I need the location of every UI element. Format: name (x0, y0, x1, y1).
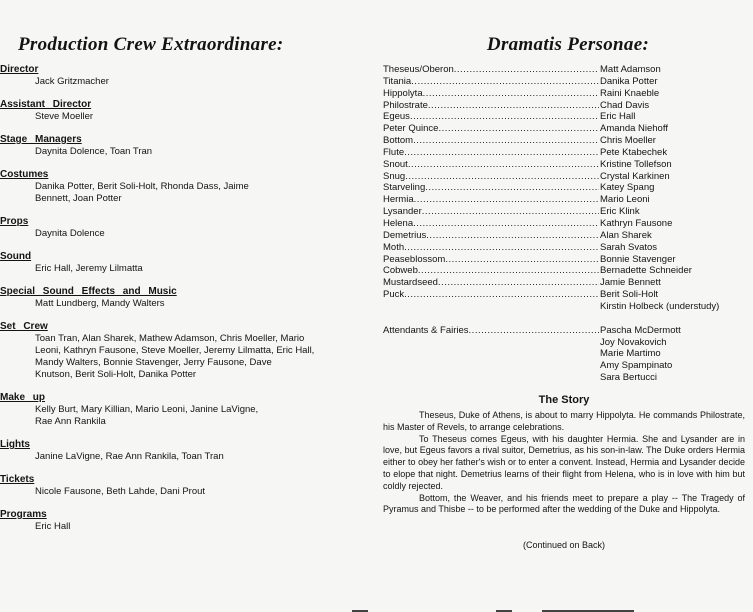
crew-role-heading: Assistant Director (0, 99, 92, 110)
crew-role (0, 321, 345, 381)
crew-role-names: Jack Gritzmacher (35, 76, 109, 87)
character-name: Hippolyta (383, 87, 423, 99)
cast-row (383, 147, 745, 159)
crew-role-heading: Sound (0, 251, 32, 262)
character-name: Titania (383, 75, 412, 87)
crew-role-names: Danika Potter, Berit Soli-Holt, Rhonda Dass, Jaime (35, 181, 249, 192)
actor-name: Bonnie Stavenger (600, 253, 676, 265)
character-name: Hermia (383, 194, 414, 206)
crew-role-heading: Costumes (0, 169, 49, 180)
cast-row (383, 76, 745, 88)
cast-row (383, 242, 745, 254)
leader-dots (413, 135, 599, 147)
leader-dots (414, 194, 599, 206)
cast-row (383, 206, 745, 218)
cast-row (383, 111, 745, 123)
actor-name: Sarah Svatos (600, 241, 658, 253)
crew-role-names: Rae Ann Rankila (35, 416, 106, 427)
character-name: Bottom (383, 135, 414, 147)
actor-name: Eric Klink (600, 206, 640, 218)
character-name: Starveling (383, 182, 426, 194)
character-name: Moth (383, 241, 405, 253)
crew-role (0, 474, 345, 498)
actor-name: Jamie Bennett (600, 277, 661, 289)
leader-dots (410, 111, 599, 123)
crew-role-names: Matt Lundberg, Mandy Walters (35, 298, 165, 309)
actor-name: Pete Ktabechek (600, 146, 668, 158)
cast-row (383, 100, 745, 112)
actor-name: Alan Sharek (600, 229, 652, 241)
character-name: Flute (383, 146, 405, 158)
character-name: Philostrate (383, 99, 428, 111)
leader-dots (438, 123, 599, 135)
cast-list (383, 64, 745, 301)
leader-dots (445, 254, 599, 266)
actor-name: Berit Soli-Holt (600, 289, 659, 301)
story-paragraph: Bottom, the Weaver, and his friends meet to prepare a play -- The Tragedy of Pyramus and Thisbe -- to be performed after the wedding of the Duke and Hippolyta. (383, 492, 745, 515)
cast-row (383, 277, 745, 289)
crew-role-list (0, 64, 345, 533)
crew-role (0, 134, 345, 158)
character-name: Egeus (383, 111, 410, 123)
dramatis-personae-title: Dramatis Personae: (486, 34, 650, 55)
actor-name: Matt Adamson (600, 64, 661, 75)
character-name: Lysander (383, 206, 422, 218)
crew-role-heading: Props (0, 216, 29, 227)
character-name: Mustardseed (383, 277, 438, 289)
leader-dots (438, 277, 599, 289)
cast-row (383, 123, 745, 135)
production-crew-title: Production Crew Extraordinare: (18, 34, 284, 55)
cast-row (383, 64, 745, 76)
crew-role-names: Leoni, Kathryn Fausone, Steve Moeller, Jeremy Lilmatta, Eric Hall, (35, 345, 315, 356)
character-name: Cobweb (383, 265, 418, 277)
story-paragraph: Theseus, Duke of Athens, is about to marry Hippolyta. He commands Philostrate, his Master of Revels, to arrange celebrations. (383, 409, 745, 432)
crew-role-names: Kelly Burt, Mary Killian, Mario Leoni, Janine LaVigne, (35, 404, 259, 415)
leader-dots (405, 171, 599, 183)
cast-row (383, 88, 745, 100)
actor-name: Eric Hall (600, 111, 636, 123)
leader-dots (404, 289, 599, 301)
leader-dots (422, 206, 599, 218)
character-name: Peaseblossom (383, 253, 446, 265)
crew-role-names: Nicole Fausone, Beth Lahde, Dani Prout (35, 486, 206, 497)
story-paragraph: To Theseus comes Egeus, with his daughter Hermia. She and Lysander are in love, but Egeus favors a rival suitor, Demetrius, as his son-in-law. The Duke orders Hermia either to obey her father's wish or to enter a convent. Instead, Hermia and Lysander decide to elope that night. Demetrius learns of their flight from Helena, who is in love with him but coldly rejected. (383, 433, 745, 491)
actor-name: Raini Knaeble (600, 87, 660, 99)
crew-role-names: Bennett, Joan Potter (35, 193, 122, 204)
leader-dots (454, 64, 599, 76)
crew-role-names: Eric Hall, Jeremy Lilmatta (35, 263, 143, 274)
story-section (383, 394, 745, 550)
crew-role-names: Janine LaVigne, Rae Ann Rankila, Toan Tran (35, 451, 224, 462)
crew-role-names: Daynita Dolence (35, 228, 105, 239)
leader-dots (404, 147, 599, 159)
cast-row (383, 159, 745, 171)
crew-role-names: Steve Moeller (35, 111, 94, 122)
leader-dots (425, 182, 599, 194)
story-heading: The Story (538, 393, 590, 406)
actor-name: Chad Davis (600, 99, 650, 111)
character-name: Theseus/Oberon (383, 64, 454, 75)
actor-name: Mario Leoni (600, 194, 650, 206)
crew-role (0, 216, 345, 240)
crew-role-heading: Lights (0, 439, 30, 450)
crew-role-names: Mandy Walters, Bonnie Stavenger, Jerry Fausone, Dave (35, 357, 272, 368)
attendant-name: Pascha McDermott (600, 324, 681, 336)
crew-role (0, 64, 345, 88)
cast-row (383, 135, 745, 147)
crew-role (0, 99, 345, 123)
attendant-name: Marie Martimo (600, 348, 661, 360)
actor-name: Kathryn Fausone (600, 217, 673, 229)
character-name: Demetrius (383, 229, 427, 241)
attendants-label: Attendants & Fairies (383, 324, 469, 336)
crew-role (0, 439, 345, 463)
attendants-row (383, 325, 745, 337)
attendant-name: Joy Novakovich (600, 336, 667, 348)
actor-name: Katey Spang (600, 182, 655, 194)
production-crew-column (0, 34, 345, 544)
crew-role-heading: Tickets (0, 474, 35, 485)
cast-row (383, 218, 745, 230)
actor-name: Bernadette Schneider (600, 265, 692, 277)
leader-dots (418, 265, 599, 277)
crew-role-heading: Special Sound Effects and Music (0, 286, 177, 297)
crew-role-heading: Make up (0, 392, 46, 403)
cast-row (383, 182, 745, 194)
leader-dots (411, 76, 599, 88)
crew-role (0, 286, 345, 310)
character-name: Snout (383, 158, 408, 170)
attendant-name: Sara Bertucci (600, 372, 658, 384)
crew-role-heading: Set Crew (0, 321, 48, 332)
cast-row (383, 289, 745, 301)
crew-role (0, 392, 345, 428)
crew-role-names: Toan Tran, Alan Sharek, Mathew Adamson, Chris Moeller, Mario (35, 333, 305, 344)
crew-role (0, 509, 345, 533)
attendant-name: Amy Spampinato (600, 360, 673, 372)
cast-row (383, 254, 745, 266)
leader-dots (404, 242, 599, 254)
leader-dots (408, 159, 599, 171)
dramatis-personae-column (383, 34, 745, 550)
puck-understudy: Kirstin Holbeck (understudy) (600, 300, 720, 312)
character-name: Snug (383, 170, 406, 182)
cast-row (383, 171, 745, 183)
leader-dots (469, 325, 599, 337)
leader-dots (426, 230, 599, 242)
character-name: Puck (383, 289, 405, 301)
character-name: Peter Quince (383, 123, 439, 135)
crew-role-names: Knutson, Berit Soli-Holt, Danika Potter (35, 369, 197, 380)
crew-role-names: Eric Hall (35, 521, 71, 532)
crew-role-heading: Director (0, 64, 39, 75)
crew-role-heading: Stage Managers (0, 134, 82, 145)
leader-dots (428, 100, 599, 112)
crew-role-heading: Programs (0, 509, 47, 520)
crew-role (0, 251, 345, 275)
leader-dots (423, 88, 599, 100)
crew-role (0, 169, 345, 205)
cast-row (383, 230, 745, 242)
actor-name: Amanda Niehoff (600, 123, 668, 135)
actor-name: Kristine Tollefson (600, 158, 672, 170)
cast-row (383, 194, 745, 206)
crew-role-names: Daynita Dolence, Toan Tran (35, 146, 153, 157)
actor-name: Crystal Karkinen (600, 170, 670, 182)
leader-dots (413, 218, 599, 230)
actor-name: Danika Potter (600, 75, 658, 87)
character-name: Helena (383, 217, 414, 229)
cast-row (383, 265, 745, 277)
actor-name: Chris Moeller (600, 135, 656, 147)
continued-note: (Continued on Back) (522, 540, 606, 551)
